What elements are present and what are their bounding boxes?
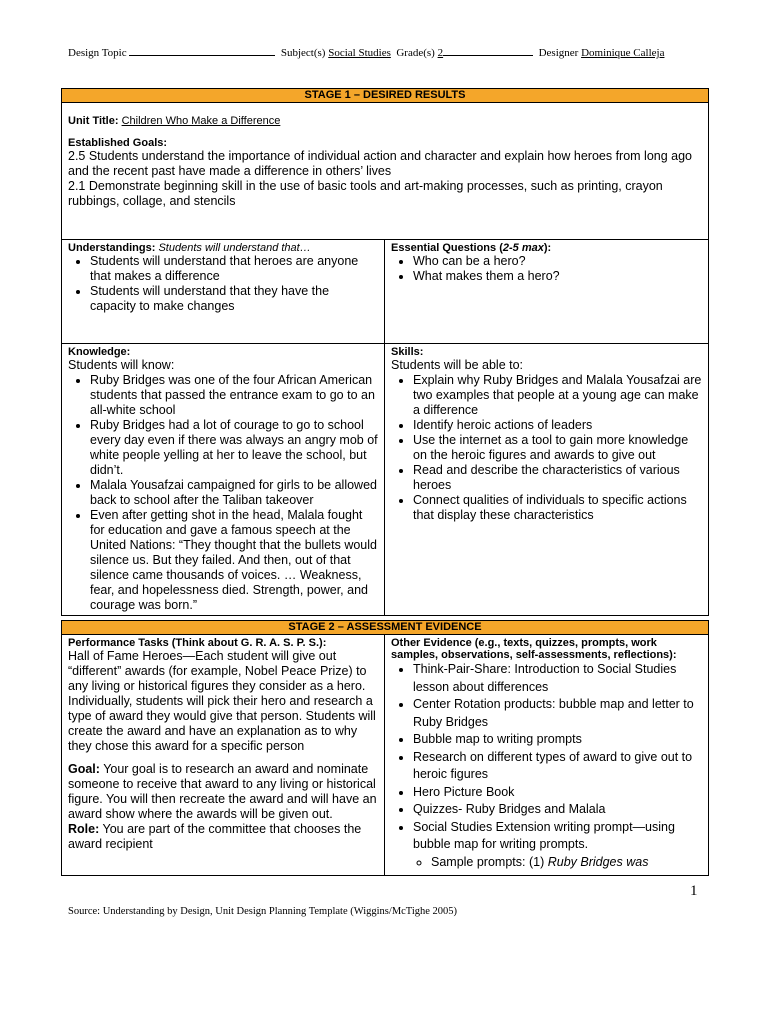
- grades-blank: [443, 45, 533, 56]
- understandings-label: Understandings:: [68, 242, 156, 254]
- performance-text: Hall of Fame Heroes—Each student will give out “different” awards (for example, Nobel Peace Prize) to any living or historical figures they consider as a hero. Individually, students will pick their hero and research a type of award they would give that person. Students will create the award and have an explanation as to why they chose this award for a specific person: [68, 649, 376, 753]
- list-item: • Research on different types of award to give out to heroic figures: [413, 749, 702, 784]
- sample-label: Sample prompts: (1): [431, 854, 545, 869]
- design-topic-blank: [129, 45, 275, 56]
- list-item: • Even after getting shot in the head, Malala fought for education and gave a famous speech at the United Nations: “They thought that the bullets would silence us. But they failed. And then, out of that silence came thousands of voices. … Weakness, fear, and hopelessness died. Strength, power, and courage was born.”: [90, 508, 378, 613]
- questions-label: Essential Questions (: [391, 242, 503, 254]
- knowledge-cell: Knowledge: Students will know: • Ruby Bridges was one of the four African American students that passed the entrance exam to go to an all-white school • Ruby Bridges had a lot of courage to go to school every day even if there was always an angry mob of white people yelling at her to leave the school, but didn’t. • Malala Yousafzai campaigned for girls to be allowed back to school after the Taliban takeover • Even after getting shot in the head, Malala fought for education and gave a famous speech at the United Nations: “They thought that the bullets would silence us. But they failed. And then, out of that silence came thousands of voices. … Weakness, fear, and hopelessness died. Strength, power, and courage was born.”: [62, 344, 385, 616]
- list-item: • Who can be a hero?: [413, 254, 702, 269]
- goal-item: 2.5 Students understand the importance of individual action and character and explain how heroes from long ago and the recent past have made a difference in others’ lives: [68, 149, 693, 178]
- role-paragraph: [68, 822, 378, 852]
- list-item: • Bubble map to writing prompts: [413, 731, 702, 749]
- list-item: • Use the internet as a tool to gain more knowledge on the heroic figures and awards to give out: [413, 433, 702, 463]
- goal-text: Your goal is to research an award and nominate someone to receive that award to any living or historical figure. You will then recreate the award and will have an award show where the awards will be given out.: [68, 762, 377, 821]
- understandings-sub: Students will understand that…: [158, 242, 311, 254]
- document-header: [68, 45, 708, 59]
- unit-title-label: Unit Title:: [68, 115, 119, 127]
- list-item: • Quizzes- Ruby Bridges and Malala: [413, 801, 702, 819]
- stage1-title: STAGE 1 – DESIRED RESULTS: [62, 89, 709, 103]
- questions-max: 2-5 max: [502, 242, 544, 254]
- subjects-label: Subject(s): [280, 47, 326, 59]
- list-item: • Students will understand that they have the capacity to make changes: [90, 284, 378, 314]
- list-item: • Malala Yousafzai campaigned for girls to be allowed back to school after the Taliban takeover: [90, 478, 378, 508]
- role-text: You are part of the committee that chooses the award recipient: [68, 822, 362, 851]
- grades-value: 2: [437, 47, 444, 59]
- skills-intro: Students will be able to:: [391, 358, 524, 372]
- role-label: Role:: [68, 822, 100, 836]
- understandings-cell: [62, 240, 385, 344]
- list-item: • Ruby Bridges was one of the four African American students that passed the entrance exam to go to an all-white school: [90, 373, 378, 418]
- other-evidence-label: Other Evidence (e.g., texts, quizzes, prompts, work samples, observations, self-assessments, reflections):: [391, 637, 677, 661]
- list-item: • What makes them a hero?: [413, 269, 702, 284]
- list-item: • Students will understand that heroes are anyone that makes a difference: [90, 254, 378, 284]
- list-item: • Hero Picture Book: [413, 784, 702, 802]
- questions-close: ):: [543, 242, 552, 254]
- list-item: • Identify heroic actions of leaders: [413, 418, 702, 433]
- goals-label: Established Goals:: [68, 137, 168, 149]
- list-item: • Read and describe the characteristics of various heroes: [413, 463, 702, 493]
- goal-item: 2.1 Demonstrate beginning skill in the use of basic tools and art-making processes, such as printing, crayon rubbings, collage, and stencils: [68, 179, 663, 208]
- sample-prompts-item: [431, 854, 702, 871]
- questions-cell: [385, 240, 709, 344]
- list-item: • Social Studies Extension writing prompt—using bubble map for writing prompts.: [413, 819, 702, 854]
- skills-cell: Skills: Students will be able to: • Explain why Ruby Bridges and Malala Yousafzai are two examples that people at a young age can make a difference • Identify heroic actions of leaders • Use the internet as a tool to gain more knowledge on the heroic figures and awards to give out • Read and describe the characteristics of various heroes • Connect qualities of individuals to specific actions that display these characteristics: [385, 344, 709, 616]
- subjects-value: Social Studies: [328, 47, 391, 59]
- knowledge-label: Knowledge: [68, 346, 127, 358]
- unit-info-cell: [62, 103, 709, 240]
- list-item: • Connect qualities of individuals to specific actions that display these characteristics: [413, 493, 702, 523]
- stage2-title: STAGE 2 – ASSESSMENT EVIDENCE: [62, 621, 709, 635]
- page-number: 1: [690, 883, 698, 899]
- unit-title-row: [68, 115, 702, 127]
- knowledge-intro: Students will know:: [68, 358, 175, 372]
- performance-cell: [62, 635, 385, 876]
- sample-italic: Ruby Bridges was: [547, 854, 649, 869]
- stage1-table: [61, 88, 709, 616]
- list-item: • Explain why Ruby Bridges and Malala Yousafzai are two examples that people at a young age can make a difference: [413, 373, 702, 418]
- stage2-table: [61, 620, 709, 876]
- skills-label: Skills: [391, 346, 420, 358]
- design-topic-label: Design Topic: [68, 47, 127, 59]
- goal-paragraph: [68, 762, 378, 822]
- designer-value: Dominique Calleja: [581, 47, 665, 59]
- other-evidence-cell: [385, 635, 709, 876]
- list-item: • Think-Pair-Share: Introduction to Social Studies lesson about differences: [413, 661, 702, 696]
- unit-title-value: Children Who Make a Difference: [121, 115, 281, 127]
- grades-label: Grade(s): [396, 47, 435, 59]
- list-item: • Ruby Bridges had a lot of courage to go to school every day even if there was always an angry mob of white people yelling at her to leave the school, but didn’t.: [90, 418, 378, 478]
- goal-label: Goal:: [68, 762, 100, 776]
- source-footer: Source: Understanding by Design, Unit Design Planning Template (Wiggins/McTighe 2005): [68, 906, 458, 917]
- list-item: • Center Rotation products: bubble map and letter to Ruby Bridges: [413, 696, 702, 731]
- designer-label: Designer: [538, 47, 579, 59]
- performance-label: Performance Tasks (Think about G. R. A. S. P. S.):: [68, 637, 327, 649]
